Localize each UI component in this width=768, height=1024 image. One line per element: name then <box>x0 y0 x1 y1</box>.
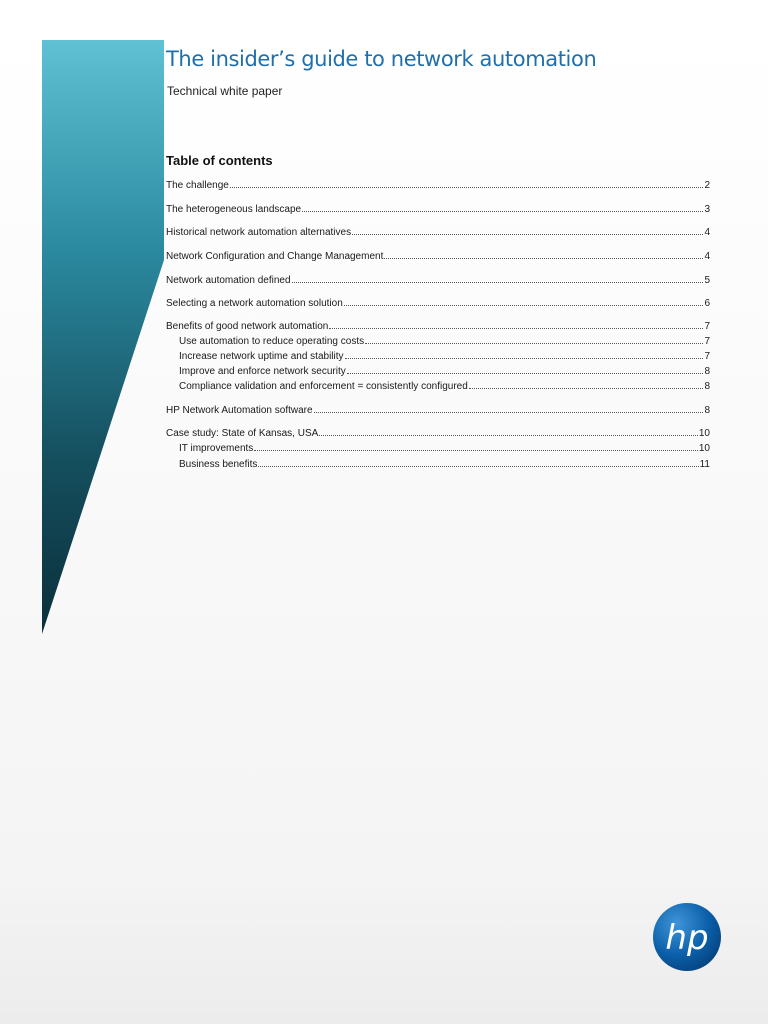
toc-entry[interactable] <box>166 319 710 333</box>
toc-entry-label: Use automation to reduce operating costs <box>179 336 365 347</box>
toc-entry-label: Case study: State of Kansas, USA <box>166 428 319 439</box>
toc-entry-label: Business benefits <box>179 459 258 470</box>
toc-entry[interactable] <box>166 225 710 239</box>
toc-subentry[interactable] <box>179 334 710 348</box>
toc-entry-page: 7 <box>704 351 710 362</box>
toc-leader-dots <box>352 225 703 235</box>
toc-entry[interactable] <box>166 178 710 192</box>
toc-entry-page: 10 <box>698 428 710 439</box>
toc-entry[interactable] <box>166 249 710 263</box>
hp-logo-text: hp <box>665 918 709 958</box>
toc-entry-label: Compliance validation and enforcement = consistently configured <box>179 381 468 392</box>
toc-entry-label: Benefits of good network automation <box>166 321 329 332</box>
toc-entry-page: 8 <box>704 381 710 392</box>
toc-leader-dots <box>258 457 698 467</box>
page-title: The insider’s guide to network automation <box>166 47 597 71</box>
toc-leader-dots <box>347 364 704 374</box>
toc-entry-page: 11 <box>699 459 710 470</box>
toc-entry-label: Increase network uptime and stability <box>179 351 344 362</box>
toc-entry-page: 3 <box>704 204 710 215</box>
toc-leader-dots <box>469 379 704 389</box>
toc-subentry[interactable] <box>179 379 710 393</box>
toc-entry-page: 8 <box>704 366 710 377</box>
toc-entry-label: Network automation defined <box>166 275 291 286</box>
toc-heading: Table of contents <box>166 153 273 168</box>
toc-leader-dots <box>365 334 703 344</box>
toc-entry-label: Selecting a network automation solution <box>166 298 343 309</box>
toc-entry-page: 5 <box>704 275 710 286</box>
toc-entry-label: The heterogeneous landscape <box>166 204 302 215</box>
toc-subentry[interactable] <box>179 364 710 378</box>
toc-leader-dots <box>344 296 704 306</box>
toc-entry[interactable] <box>166 403 710 417</box>
toc-subentry[interactable] <box>179 457 710 471</box>
toc-leader-dots <box>302 202 703 212</box>
toc-leader-dots <box>314 403 704 413</box>
toc-entry[interactable] <box>166 426 710 440</box>
toc-entry[interactable] <box>166 273 710 287</box>
toc-entry-page: 4 <box>704 227 710 238</box>
toc-entry-page: 8 <box>704 405 710 416</box>
hp-logo <box>652 902 722 972</box>
toc-leader-dots <box>319 426 698 436</box>
page-subtitle: Technical white paper <box>167 84 283 98</box>
toc-leader-dots <box>292 273 704 283</box>
toc-entry-page: 6 <box>704 298 710 309</box>
toc-entry-label: IT improvements <box>179 443 254 454</box>
toc-entry-label: Historical network automation alternatives <box>166 227 352 238</box>
toc-leader-dots <box>329 319 703 329</box>
toc-leader-dots <box>230 178 704 188</box>
toc-subentry[interactable] <box>179 349 710 363</box>
toc-entry-page: 7 <box>704 321 710 332</box>
toc-entry-page: 4 <box>704 251 710 262</box>
toc-leader-dots <box>384 249 703 259</box>
toc-entry-page: 7 <box>704 336 710 347</box>
toc-entry-page: 10 <box>698 443 710 454</box>
toc-entry-label: The challenge <box>166 180 229 191</box>
toc-entry-page: 2 <box>704 180 710 191</box>
toc-entry-label: HP Network Automation software <box>166 405 313 416</box>
toc-entry-label: Improve and enforce network security <box>179 366 346 377</box>
toc-entry[interactable] <box>166 296 710 310</box>
toc-entry[interactable] <box>166 202 710 216</box>
toc-leader-dots <box>345 349 704 359</box>
toc-subentry[interactable] <box>179 441 710 455</box>
toc-entry-label: Network Configuration and Change Management <box>166 251 384 262</box>
toc-leader-dots <box>254 441 698 451</box>
